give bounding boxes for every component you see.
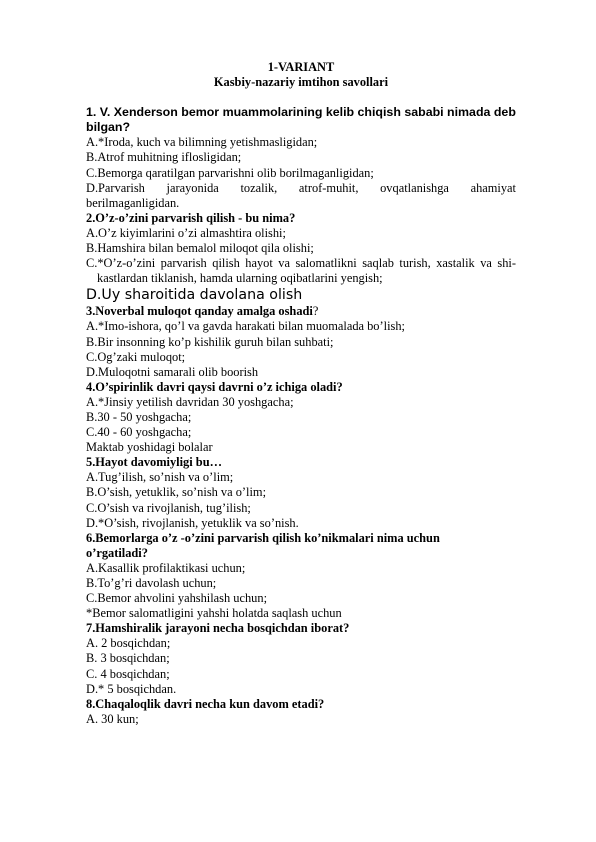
option-a: A.*Imo-ishora, qo’l va gavda harakati bilan muomalada bo’lish;: [86, 319, 405, 334]
question-7: 7.Hamshiralik jarayoni necha bosqichdan iborat?: [86, 621, 350, 636]
option-a: A.*Jinsiy yetilish davridan 30 yoshgacha;: [86, 394, 294, 409]
option-b: B.To’g’ri davolash uchun;: [86, 576, 217, 590]
option-d: D.Muloqotni samarali olib boorish: [86, 364, 259, 379]
question-mark: ?: [312, 304, 319, 319]
question-1: 1. V. Xenderson bemor muammolarining kelib chiqish sababi nimada deb bilgan?: [86, 105, 516, 135]
option-c: C.40 - 60 yoshgacha;: [86, 425, 192, 440]
option-b: B. 3 bosqichdan;: [86, 651, 170, 666]
option-c: C. 4 bosqichdan;: [86, 666, 170, 681]
option-d-continuation: berilmaganligidan.: [86, 195, 180, 210]
option-a: A. 30 kun;: [86, 711, 139, 726]
option-c: C.Og’zaki muloqot;: [86, 349, 186, 364]
variant-title: 1-VARIANT: [267, 60, 335, 74]
option-c: C.Bemor ahvolini yahshilash uchun;: [86, 591, 268, 606]
question-3-text: 3.Noverbal muloqot qanday amalga oshadi: [86, 304, 313, 319]
option-d: D.Parvarish jarayonida tozalik, atrof-muhit, ovqatlanishga ahamiyat: [86, 180, 516, 195]
option-c: C.Bemorga qaratilgan parvarishni olib borilmaganligidan;: [86, 165, 374, 180]
option-c: C.*O’z-o’zini parvarish qilish hayot va salomatlikni saqlab turish, xastalik va shi-kastlardan tiklanish, hamda ularning oqibatlarini yengish;: [86, 256, 516, 286]
option-b: B.30 - 50 yoshgacha;: [86, 409, 192, 424]
option-c: C.O’sish va rivojlanish, tug’ilish;: [86, 500, 251, 515]
question-6: 6.Bemorlarga o’z -o’zini parvarish qilish ko’nikmalari nima uchun o’rgatiladi?: [86, 530, 440, 560]
exam-subtitle: Kasbiy-nazariy imtihon savollari: [213, 75, 389, 90]
option-b: B.O’sish, yetuklik, so’nish va o’lim;: [86, 485, 267, 500]
option-b: B.Hamshira bilan bemalol miloqot qila olishi;: [86, 241, 314, 256]
question-3: [86, 304, 516, 319]
spacer: [86, 90, 516, 105]
option-a: A.Tug’ilish, so’nish va o’lim;: [86, 470, 234, 485]
option-b: B.Atrof muhitning iflosligidan;: [86, 150, 242, 165]
question-8: 8.Chaqaloqlik davri necha kun davom etadi?: [86, 696, 325, 711]
option-d: *Bemor salomatligini yahshi holatda saqlash uchun: [86, 606, 342, 621]
option-b: B.Bir insonning ko’p kishilik guruh bilan suhbati;: [86, 334, 334, 349]
option-a: A. 2 bosqichdan;: [86, 636, 171, 651]
option-d: D.* 5 bosqichdan.: [86, 681, 177, 696]
question-5: 5.Hayot davomiyligi bu…: [86, 455, 222, 470]
question-4: 4.O’spirinlik davri qaysi davrni o’z ichiga oladi?: [86, 379, 343, 394]
option-d: D.*O’sish, rivojlanish, yetuklik va so’nish.: [86, 515, 299, 530]
option-a: A.Kasallik profilaktikasi uchun;: [86, 560, 246, 575]
question-2: 2.O’z-o’zini parvarish qilish - bu nima?: [86, 210, 296, 225]
option-d: Maktab yoshidagi bolalar: [86, 440, 213, 455]
option-a: A.*Iroda, kuch va bilimning yetishmasligidan;: [86, 135, 318, 150]
option-d: D.Uy sharoitida davolana olish: [86, 287, 303, 304]
option-a: A.O’z kiyimlarini o’zi almashtira olishi;: [86, 225, 286, 240]
document-page: [86, 60, 516, 727]
